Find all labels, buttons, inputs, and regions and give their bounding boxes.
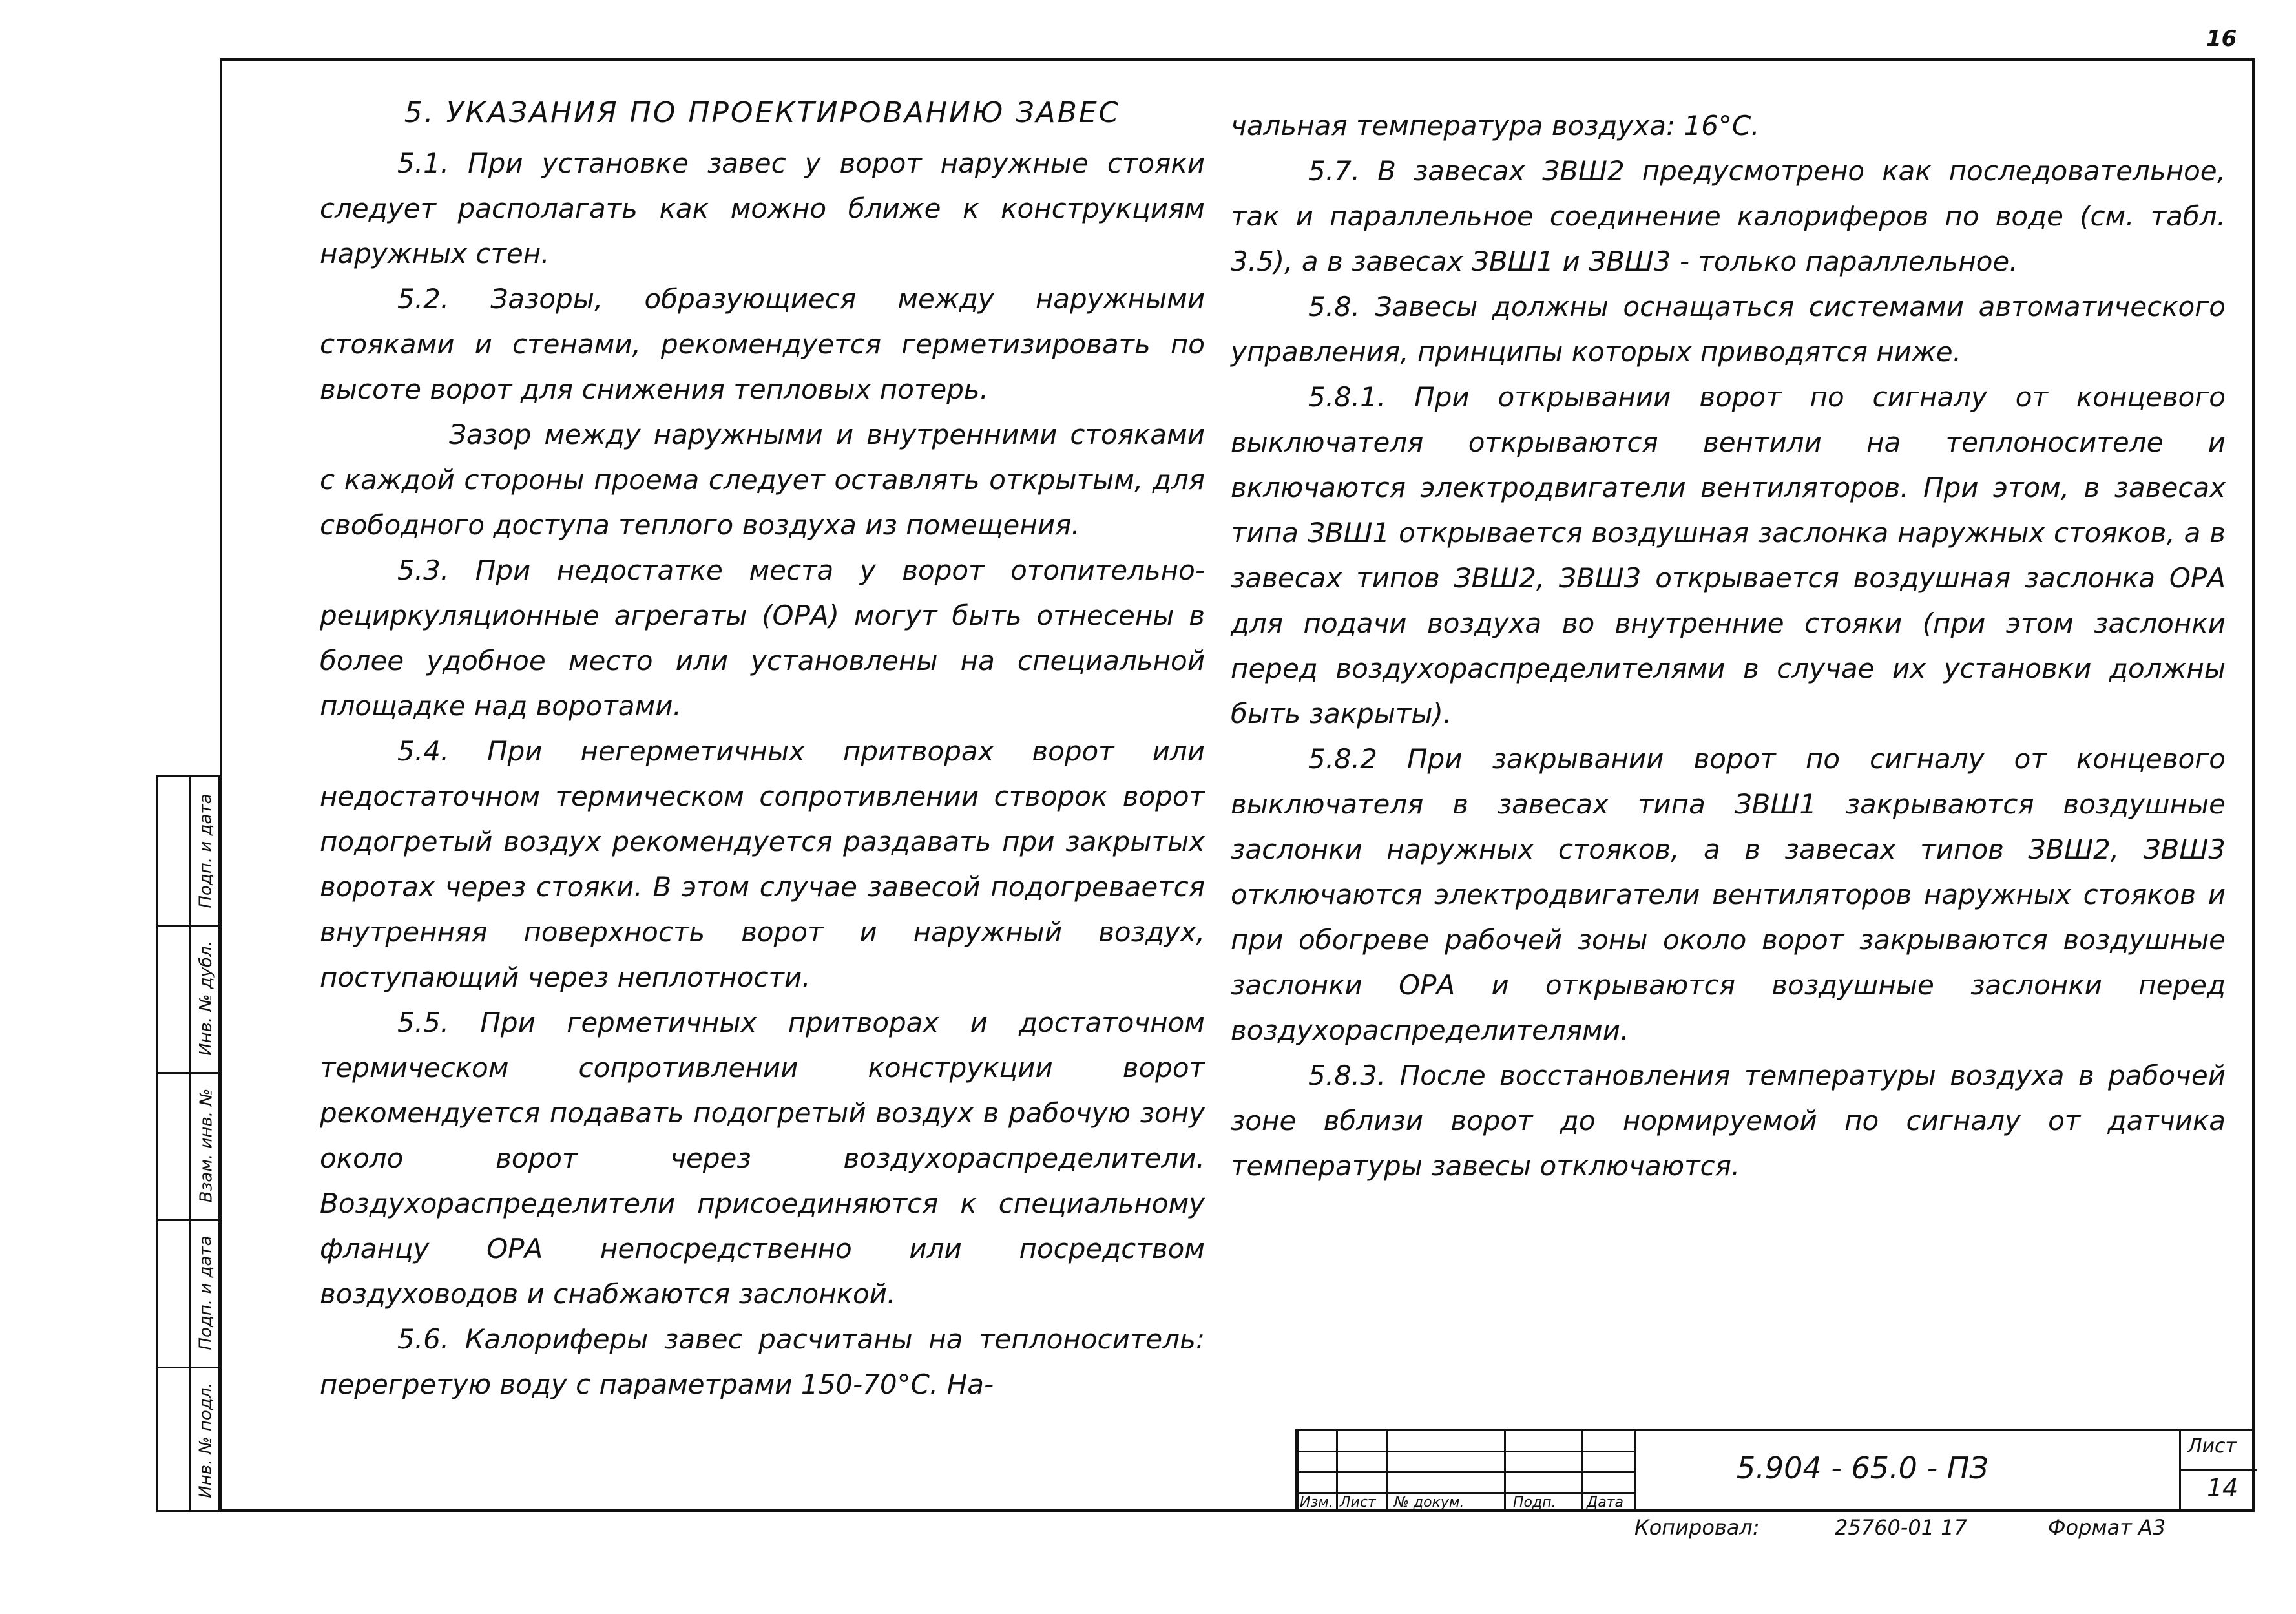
left-column [320, 90, 1205, 1407]
side-stamp-label: Подп. и дата [196, 1235, 216, 1350]
sheet-label: Лист [2187, 1435, 2237, 1458]
header-sheet: Лист [1340, 1494, 1376, 1511]
sheet-number: 16 [2206, 26, 2237, 52]
copied-label: Копировал: [1634, 1515, 1760, 1540]
format-label: Формат А3 [2048, 1515, 2166, 1540]
paragraph-5-8-1: 5.8.1. При открывании ворот по сигналу от концевого выключателя открываются вентили на теплоносителе и включаются электродвигатели вентиляторов. При этом, в завесах типа ЗВШ1 открывается воздушная заслонка наружных стояков, а в завесах типов ЗВШ2, ЗВШ3 открывается воздушная заслонка ОРА для подачи воздуха во внутренние стояки (при этом заслонки перед воздухораспределителями в случае их установки должны быть закрыты). [1231, 381, 2226, 729]
paragraph-5-5: 5.5. При герметичных притворах и достаточном термическом сопротивлении конструкции ворот рекомендуется подавать подогретый воздух в рабочую зону около ворот через воздухораспределители. Воздухораспределители присоединяются к специальному фланцу ОРА непосредственно или посредством воздуховодов и снабжаются заслонкой. [320, 1007, 1205, 1310]
paragraph-5-1: 5.1. При установке завес у ворот наружные стояки следует располагать как можно ближе к конструкциям наружных стен. [320, 147, 1205, 269]
paragraph-5-2: 5.2. Зазоры, образующиеся между наружными стояками и стенами, рекомендуется герметизировать по высоте ворот для снижения тепловых потерь. [320, 283, 1205, 405]
paragraph-5-3: 5.3. При недостатке места у ворот отопительно-рециркуляционные агрегаты (ОРА) могут быть отнесены в более удобное место или установлены на специальной площадке над воротами. [320, 554, 1205, 722]
sheet-box [2179, 1431, 2257, 1512]
paragraph-5-8-3: 5.8.3. После восстановления температуры воздуха в рабочей зоне вблизи ворот до нормируемой по сигналу от датчика температуры завесы отключаются. [1231, 1060, 2226, 1182]
paragraph-5-7: 5.7. В завесах ЗВШ2 предусмотрено как последовательное, так и параллельное соединение калориферов по воде (см. табл. 3.5), а в завесах ЗВШ1 и ЗВШ3 - только параллельное. [1231, 155, 2226, 277]
side-stamp [156, 775, 220, 1512]
header-change: Изм. [1300, 1494, 1333, 1511]
side-stamp-label: Инв. № подл. [196, 1382, 216, 1498]
sheet-value: 14 [2207, 1474, 2239, 1502]
paragraph-5-6-continued: чальная температура воздуха: 16°С. [1231, 110, 1760, 141]
revision-grid [1297, 1431, 1636, 1512]
section-heading: 5. УКАЗАНИЯ ПО ПРОЕКТИРОВАНИЮ ЗАВЕС [404, 96, 1121, 129]
header-signature: Подп. [1513, 1494, 1556, 1511]
title-block [1295, 1429, 2255, 1512]
header-doc-number: № докум. [1394, 1494, 1465, 1511]
paragraph-gap-note: Зазор между наружными и внутренними стояками с каждой стороны проема следует оставлять открытым, для свободного доступа теплого воздуха из помещения. [320, 419, 1205, 541]
document-code: 5.904 - 65.0 - ПЗ [1737, 1451, 1988, 1485]
paragraph-5-4: 5.4. При негерметичных притворах ворот или недостаточном термическом сопротивлении створок ворот подогретый воздух рекомендуется раздавать при закрытых воротах через стояки. В этом случае завесой подогревается внутренняя поверхность ворот и наружный воздух, поступающий через неплотности. [320, 735, 1205, 993]
order-number: 25760-01 17 [1835, 1515, 1967, 1540]
paragraph-5-8: 5.8. Завесы должны оснащаться системами автоматического управления, принципы которых приводятся ниже. [1231, 291, 2226, 368]
right-column [1231, 103, 2226, 1189]
paragraph-5-8-2: 5.8.2 При закрывании ворот по сигналу от концевого выключателя в завесах типа ЗВШ1 закрываются воздушные заслонки наружных стояков, а в завесах типов ЗВШ2, ЗВШ3 отключаются электродвигатели вентиляторов наружных стояков и при обогреве рабочей зоны около ворот закрываются воздушные заслонки ОРА и открываются воздушные заслонки перед воздухораспределителями. [1231, 743, 2226, 1046]
paragraph-5-6: 5.6. Калориферы завес расчитаны на теплоноситель: перегретую воду с параметрами 150-70°С. На- [320, 1323, 1205, 1400]
header-date: Дата [1587, 1494, 1623, 1511]
side-stamp-label: Инв. № дубл. [196, 941, 216, 1056]
side-stamp-label: Взам. инв. № [196, 1088, 216, 1203]
side-stamp-label: Подп. и дата [196, 793, 216, 908]
